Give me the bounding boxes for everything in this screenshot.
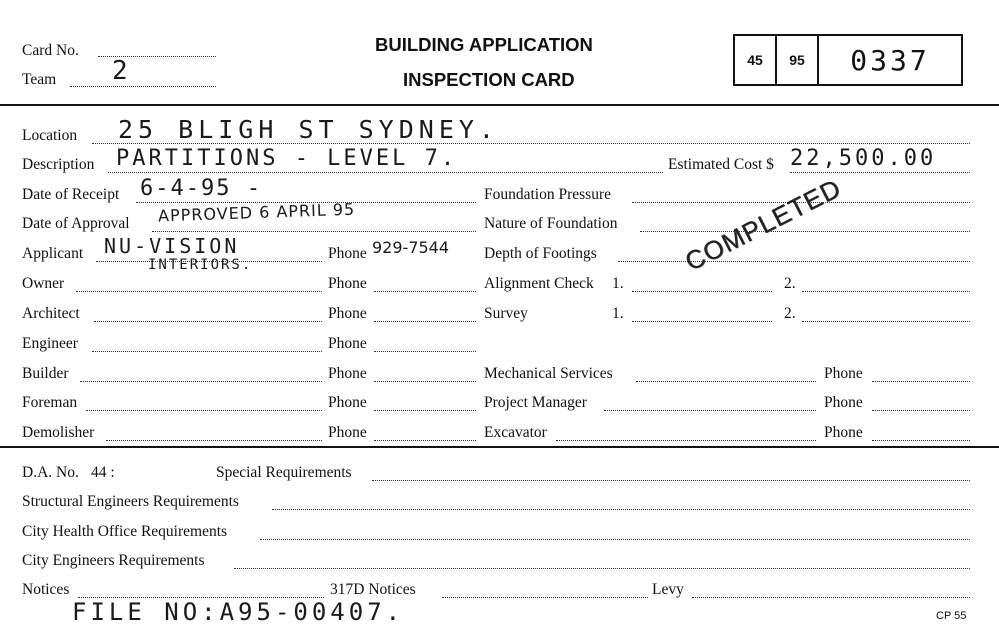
applicant-label: Applicant: [22, 245, 84, 262]
mechanical-field[interactable]: [636, 381, 816, 382]
card-no-label: Card No.: [22, 42, 79, 59]
architect-phone-label: Phone: [328, 305, 367, 322]
builder-phone-field[interactable]: [374, 381, 476, 382]
ref-box-2: 95: [777, 36, 819, 84]
file-no-handwritten: FILE NO:A95-00407.: [72, 598, 405, 626]
project-manager-phone-field[interactable]: [872, 410, 970, 411]
alignment-check-field-1[interactable]: [632, 291, 772, 292]
team-label: Team: [22, 71, 57, 88]
completed-stamp: COMPLETED: [680, 172, 846, 277]
levy-label: Levy: [652, 581, 684, 598]
notices-317d-field[interactable]: [442, 597, 648, 598]
date-approval-label: Date of Approval: [22, 215, 130, 232]
form-title-line1: BUILDING APPLICATION: [375, 34, 593, 55]
owner-phone-field[interactable]: [374, 291, 476, 292]
special-requirements-field[interactable]: [372, 480, 970, 481]
excavator-field[interactable]: [556, 440, 816, 441]
location-label: Location: [22, 127, 78, 144]
applicant-phone-value: 929-7544: [372, 238, 450, 257]
excavator-label: Excavator: [484, 424, 547, 441]
levy-field[interactable]: [692, 597, 970, 598]
reference-boxes: [733, 34, 963, 86]
project-manager-phone-label: Phone: [824, 394, 863, 411]
mechanical-label: Mechanical Services: [484, 365, 613, 382]
owner-phone-label: Phone: [328, 275, 367, 292]
mechanical-phone-label: Phone: [824, 365, 863, 382]
engineer-label: Engineer: [22, 335, 78, 352]
city-engineers-field[interactable]: [234, 568, 970, 569]
da-no-value: 44 :: [91, 464, 115, 481]
demolisher-field[interactable]: [106, 440, 322, 441]
structural-requirements-label: Structural Engineers Requirements: [22, 493, 239, 510]
depth-footings-label: Depth of Footings: [484, 245, 597, 262]
builder-label: Builder: [22, 365, 69, 382]
foreman-phone-field[interactable]: [374, 410, 476, 411]
alignment-num2: 2.: [784, 275, 796, 292]
structural-requirements-field[interactable]: [272, 509, 970, 510]
survey-field-1[interactable]: [632, 321, 772, 322]
ref-box-number: 0337: [850, 43, 930, 77]
excavator-phone-field[interactable]: [872, 440, 970, 441]
engineer-phone-field[interactable]: [374, 351, 476, 352]
health-requirements-label: City Health Office Requirements: [22, 523, 228, 540]
nature-foundation-field[interactable]: [640, 231, 970, 232]
architect-phone-field[interactable]: [374, 321, 476, 322]
applicant-phone-label: Phone: [328, 245, 367, 262]
alignment-num1: 1.: [612, 275, 624, 292]
description-label: Description: [22, 156, 95, 173]
architect-field[interactable]: [94, 321, 322, 322]
da-no-label: D.A. No.: [22, 464, 79, 481]
form-title-line2: INSPECTION CARD: [403, 69, 575, 90]
foundation-pressure-label: Foundation Pressure: [484, 186, 612, 203]
demolisher-phone-label: Phone: [328, 424, 367, 441]
date-receipt-label: Date of Receipt: [22, 186, 120, 203]
engineer-field[interactable]: [92, 351, 322, 352]
demolisher-phone-field[interactable]: [374, 440, 476, 441]
notices-label: Notices: [22, 581, 70, 598]
project-manager-label: Project Manager: [484, 394, 587, 411]
special-requirements-label: Special Requirements: [216, 464, 352, 481]
nature-foundation-label: Nature of Foundation: [484, 215, 618, 232]
date-approval-value: APPROVED 6 APRIL 95: [157, 199, 356, 226]
ref-box-1: 45: [735, 36, 777, 84]
owner-label: Owner: [22, 275, 65, 292]
survey-num1: 1.: [612, 305, 624, 322]
builder-field[interactable]: [80, 381, 322, 382]
foreman-label: Foreman: [22, 394, 78, 411]
team-field[interactable]: [70, 86, 216, 87]
date-receipt-value: 6-4-95 -: [140, 176, 262, 201]
form-code: CP 55: [936, 610, 967, 622]
project-manager-field[interactable]: [604, 410, 816, 411]
applicant-value-line2: INTERIORS.: [148, 257, 253, 273]
demolisher-label: Demolisher: [22, 424, 95, 441]
team-value: 2: [112, 56, 130, 86]
city-engineers-label: City Engineers Requirements: [22, 552, 205, 569]
foreman-phone-label: Phone: [328, 394, 367, 411]
date-approval-field[interactable]: [152, 231, 476, 232]
survey-label: Survey: [484, 305, 528, 322]
health-requirements-field[interactable]: [260, 539, 970, 540]
estimated-cost-value: 22,500.00: [790, 146, 937, 171]
applicant-value-line1: NU-VISION: [104, 234, 240, 258]
description-value: PARTITIONS - LEVEL 7.: [116, 146, 458, 171]
survey-num2: 2.: [784, 305, 796, 322]
foreman-field[interactable]: [86, 410, 322, 411]
alignment-check-label: Alignment Check: [484, 275, 594, 292]
estimated-cost-field[interactable]: [790, 172, 970, 173]
engineer-phone-label: Phone: [328, 335, 367, 352]
alignment-check-field-2[interactable]: [802, 291, 970, 292]
owner-field[interactable]: [76, 291, 322, 292]
estimated-cost-label: Estimated Cost $: [668, 156, 774, 173]
depth-footings-field[interactable]: [618, 261, 970, 262]
excavator-phone-label: Phone: [824, 424, 863, 441]
architect-label: Architect: [22, 305, 80, 322]
header-divider: [0, 104, 999, 106]
builder-phone-label: Phone: [328, 365, 367, 382]
notices-317d-label: 317D Notices: [330, 581, 416, 598]
survey-field-2[interactable]: [802, 321, 970, 322]
mechanical-phone-field[interactable]: [872, 381, 970, 382]
section-divider: [0, 446, 999, 448]
description-field[interactable]: [108, 172, 663, 173]
location-value: 25 BLIGH ST SYDNEY.: [118, 115, 499, 144]
